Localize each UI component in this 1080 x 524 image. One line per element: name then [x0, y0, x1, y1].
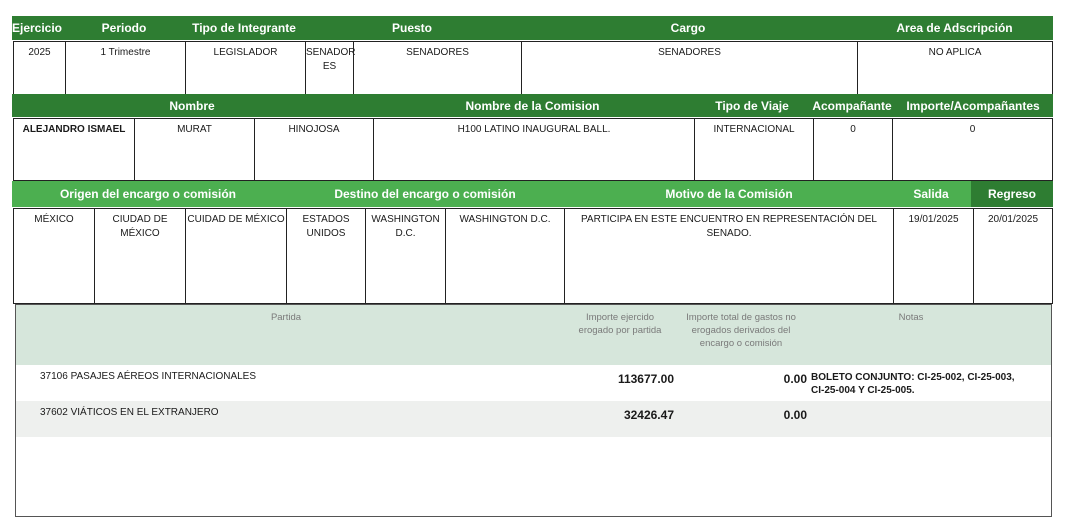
- partidas-section: [15, 304, 1052, 517]
- value-comision: H100 LATINO INAUGURAL BALL.: [373, 118, 694, 181]
- value-apellido-materno: HINOJOSA: [254, 118, 373, 181]
- value-senadores-split: SENADOR ES: [305, 41, 353, 95]
- header-destino: Destino del encargo o comisión: [334, 187, 516, 201]
- header-ejercicio: Ejercicio: [11, 21, 63, 35]
- header-acompanante: Acompañante: [812, 98, 892, 113]
- header-notas: Notas: [898, 312, 924, 323]
- header-tipo-viaje: Tipo de Viaje: [715, 98, 789, 113]
- header-puesto: Puesto: [391, 21, 432, 35]
- value-ejercicio: 2025: [13, 41, 65, 95]
- partida-label: 37106 PASAJES AÉREOS INTERNACIONALES: [40, 371, 257, 382]
- value-tipo-viaje: INTERNACIONAL: [694, 118, 813, 181]
- partida-importe: 32426.47: [623, 408, 674, 422]
- value-origen-pais: MÉXICO: [13, 208, 94, 304]
- header-importe-no-erogado: Importe total de gastos no erogados derivados del encargo o comisión: [686, 312, 796, 349]
- value-regreso: 20/01/2025: [973, 208, 1053, 304]
- value-cargo: SENADORES: [521, 41, 857, 95]
- header-periodo: Periodo: [101, 21, 147, 35]
- partida-notas: BOLETO CONJUNTO: CI-25-002, CI-25-003, CI-25-004 Y CI-25-005.: [811, 372, 1015, 396]
- header-importe-ejercido: Importe ejercido erogado por partida: [578, 312, 662, 336]
- partida-row: [16, 401, 1051, 437]
- section3-header: [12, 181, 1053, 207]
- section2-header: [12, 94, 1053, 117]
- value-destino-estado: WASHINGTON D.C.: [365, 208, 445, 304]
- header-cargo: Cargo: [670, 21, 706, 35]
- value-importe-acompanantes: 0: [892, 118, 1053, 181]
- value-nombre: ALEJANDRO ISMAEL: [13, 118, 134, 181]
- value-destino-ciudad: WASHINGTON D.C.: [445, 208, 564, 304]
- header-regreso: Regreso: [987, 187, 1037, 201]
- header-nombre: Nombre: [169, 98, 215, 113]
- value-tipo-integrante: LEGISLADOR: [185, 41, 305, 95]
- value-salida: 19/01/2025: [893, 208, 973, 304]
- header-nombre-comision: Nombre de la Comision: [465, 98, 600, 113]
- value-apellido-paterno: MURAT: [134, 118, 254, 181]
- value-area-adscripcion: NO APLICA: [857, 41, 1053, 95]
- header-partida: Partida: [270, 312, 302, 323]
- header-importe-acompanantes: Importe/Acompañantes: [906, 98, 1040, 113]
- header-salida: Salida: [913, 187, 949, 201]
- value-origen-ciudad: CUIDAD DE MÉXICO: [185, 208, 286, 304]
- partida-row: [16, 365, 1051, 401]
- value-motivo: PARTICIPA EN ESTE ENCUENTRO EN REPRESENTACIÓN DEL SENADO.: [564, 208, 893, 304]
- header-tipo-integrante: Tipo de Integrante: [192, 21, 296, 35]
- value-puesto: SENADORES: [353, 41, 521, 95]
- value-destino-pais: ESTADOS UNIDOS: [286, 208, 365, 304]
- partida-importe: 113677.00: [617, 372, 674, 386]
- header-origen: Origen del encargo o comisión: [59, 187, 237, 201]
- section1-header: [12, 16, 1053, 40]
- partidas-header: [16, 305, 1051, 365]
- value-acompanante: 0: [813, 118, 892, 181]
- header-regreso-box: [971, 181, 1053, 207]
- header-area-adscripcion: Area de Adscripción: [896, 21, 1013, 35]
- partida-label: 37602 VIÁTICOS EN EL EXTRANJERO: [40, 407, 219, 418]
- value-origen-estado: CIUDAD DE MÉXICO: [94, 208, 185, 304]
- partida-no-erogado: 0.00: [783, 372, 807, 386]
- value-periodo: 1 Trimestre: [65, 41, 185, 95]
- header-motivo: Motivo de la Comisión: [665, 187, 793, 201]
- partida-no-erogado: 0.00: [783, 408, 807, 422]
